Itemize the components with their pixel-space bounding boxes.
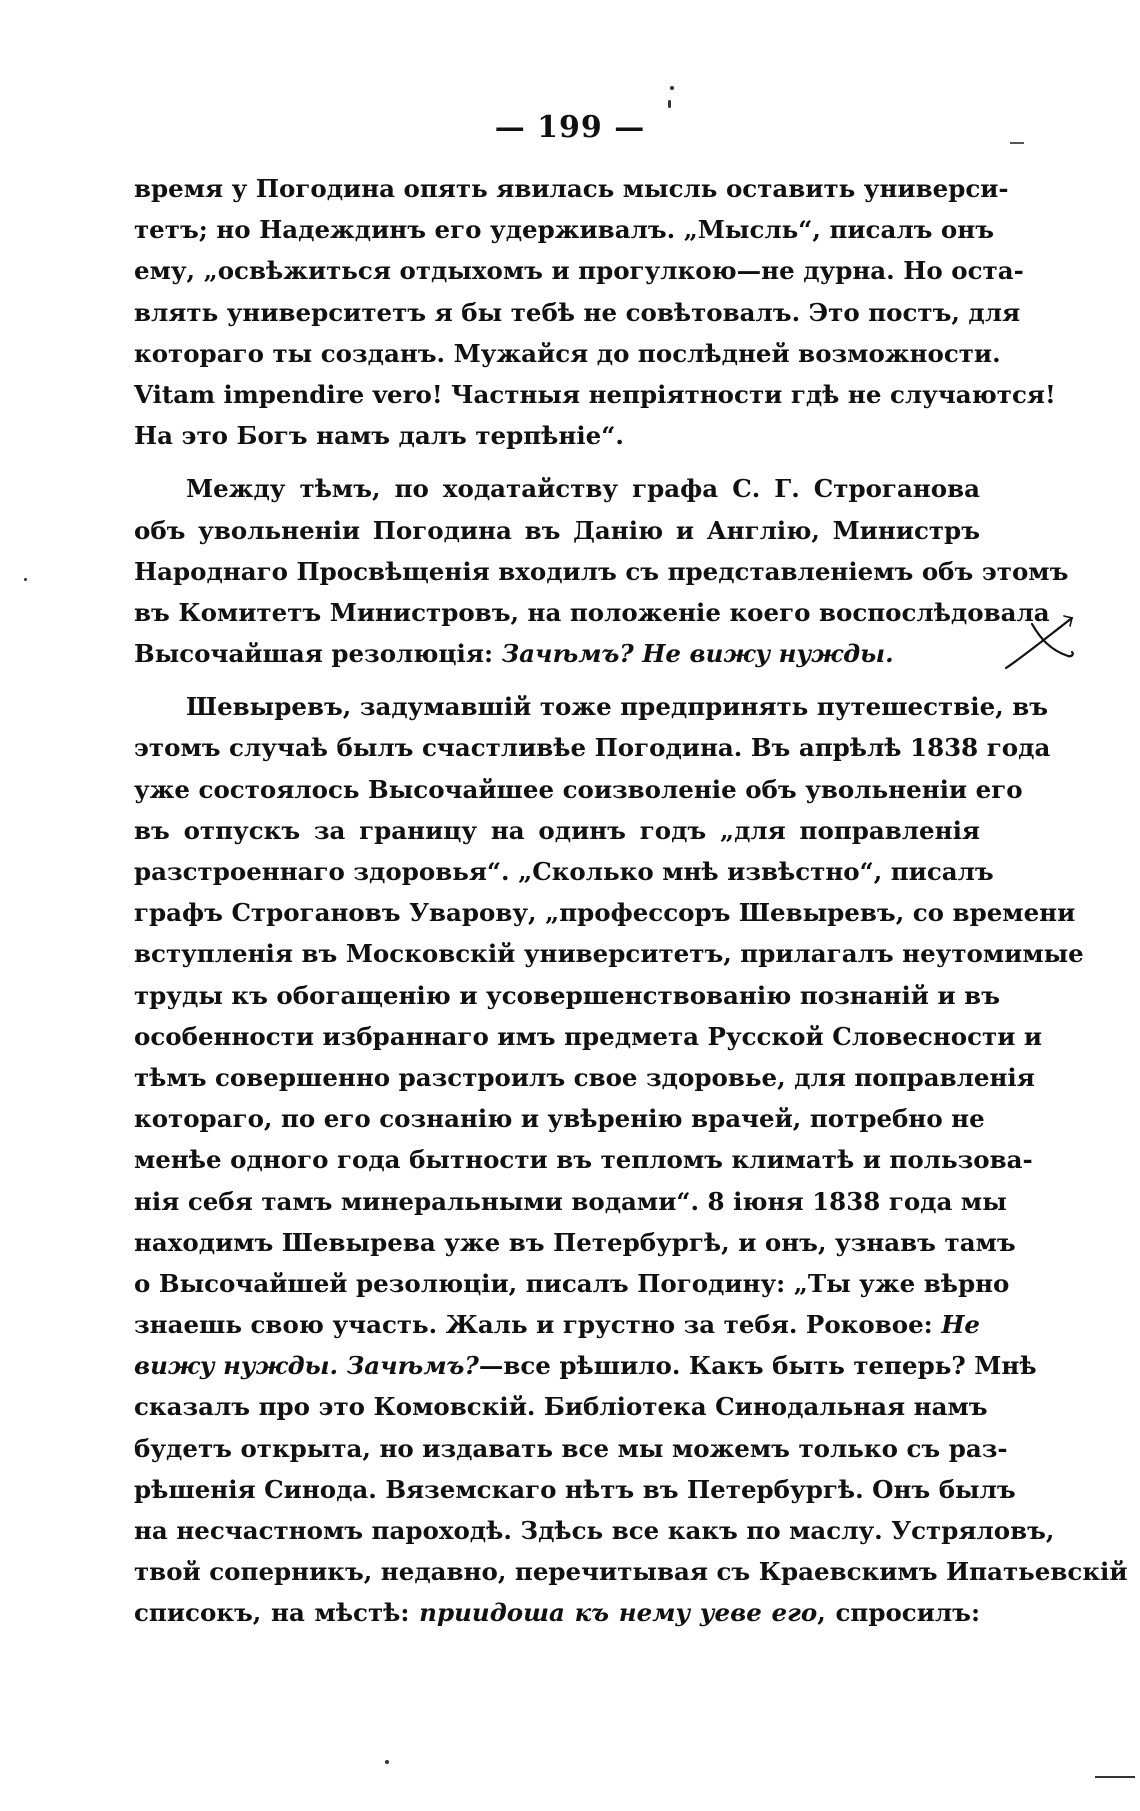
text-line: [134, 1263, 1010, 1304]
text-segment: уже состоялось Высочайшее соизволеніе объ увольненіи его: [134, 774, 1023, 804]
text-line: [134, 168, 1009, 209]
page-number: — 199 —: [494, 110, 646, 145]
text-line: [134, 1592, 980, 1633]
text-line: [134, 975, 1000, 1016]
text-line: [134, 374, 1056, 415]
text-segment: котораго ты созданъ. Мужайся до послѣдней возможности.: [134, 338, 1001, 368]
text-line: [134, 727, 1051, 768]
text-segment: сказалъ про это Комовскій. Библіотека Синодальная намъ: [134, 1392, 988, 1422]
text-line: [134, 1222, 1016, 1263]
text-segment: труды къ обогащенію и усовершенствованію познаній и въ: [134, 980, 1000, 1010]
text-line: [134, 933, 1084, 974]
text-line: [134, 1181, 1007, 1222]
text-segment: Высочайшая резолюція:: [134, 639, 502, 669]
text-segment: Между тѣмъ, по ходатайству графа С. Г. Строганова: [186, 474, 980, 504]
ink-speck: [24, 578, 27, 581]
text-line: [134, 209, 995, 250]
text-segment: списокъ, на мѣстѣ:: [134, 1598, 420, 1628]
text-segment: особенности избраннаго имъ предмета Русской Словесности и: [134, 1021, 1043, 1051]
italic-text: Не: [941, 1310, 980, 1340]
text-line: [134, 1139, 1033, 1180]
text-line: [134, 333, 1001, 374]
text-line: [134, 892, 1076, 933]
text-segment: рѣшенія Синода. Вяземскаго нѣтъ въ Петербургѣ. Онъ былъ: [134, 1474, 1016, 1504]
text-line: [134, 1386, 988, 1427]
text-line: [134, 592, 1050, 633]
text-segment: этомъ случаѣ былъ счастливѣе Погодина. Въ апрѣлѣ 1838 года: [134, 733, 1051, 763]
text-line: [134, 851, 994, 892]
text-segment: въ отпускъ за границу на одинъ годъ „для поправленія: [134, 815, 980, 845]
margin-dash: [1010, 142, 1024, 144]
text-segment: объ увольненіи Погодина въ Данію и Англію, Министръ: [134, 515, 980, 545]
text-segment: Народнаго Просвѣщенія входилъ съ представленіемъ объ этомъ: [134, 556, 1069, 586]
text-line: [134, 468, 980, 509]
text-line: [134, 1057, 1035, 1098]
italic-text: Зачѣмъ? Не вижу нужды.: [501, 639, 894, 669]
text-segment: время у Погодина опять явилась мысль оставить универси-: [134, 174, 1009, 203]
text-segment: нія себя тамъ минеральными водами“. 8 іюня 1838 года мы: [134, 1186, 1007, 1216]
text-line: [134, 250, 1024, 291]
italic-text: приидоша къ нему уеве его: [419, 1598, 818, 1628]
text-segment: , спросилъ:: [817, 1598, 980, 1628]
text-segment: въ Комитетъ Министровъ, на положеніе коего воспослѣдовала: [134, 597, 1050, 627]
text-line: [134, 769, 1023, 810]
text-segment: на несчастномъ пароходѣ. Здѣсь все какъ по маслу. Устряловъ,: [134, 1516, 1055, 1545]
text-line: [134, 1345, 1037, 1386]
text-segment: вступленія въ Московскій университетъ, прилагалъ неутомимые: [134, 939, 1084, 969]
text-line: [134, 1016, 1043, 1057]
text-line: [134, 686, 1049, 727]
text-segment: тетъ; но Надеждинъ его удерживалъ. „Мысль“, писалъ онъ: [134, 215, 995, 245]
handwritten-x-mark: [1002, 612, 1076, 672]
text-line: [134, 1510, 1055, 1551]
text-segment: На это Богъ намъ далъ терпѣніе“.: [134, 421, 624, 451]
text-segment: Шевыревъ, задумавшій тоже предпринять путешествіе, въ: [186, 692, 1049, 722]
text-line: [134, 1551, 1128, 1592]
text-segment: твой соперникъ, недавно, перечитывая съ Краевскимъ Ипатьевскій: [134, 1557, 1128, 1587]
text-segment: будетъ открыта, но издавать все мы можемъ только съ раз-: [134, 1433, 1008, 1463]
body-text: [134, 168, 1128, 1634]
text-line: [134, 633, 980, 674]
text-line: [134, 551, 1069, 592]
text-segment: влять университетъ я бы тебѣ не совѣтовалъ. Это постъ, для: [134, 297, 1021, 327]
italic-text: вижу нужды. Зачѣмъ?: [134, 1351, 479, 1381]
ink-speck: [668, 100, 671, 108]
text-line: [134, 415, 980, 456]
text-line: [134, 1469, 1016, 1510]
text-line: [134, 810, 980, 851]
text-segment: о Высочайшей резолюціи, писалъ Погодину: „Ты уже вѣрно: [134, 1268, 1010, 1298]
margin-dash: [1095, 1776, 1135, 1778]
text-segment: знаешь свою участь. Жаль и грустно за тебя. Роковое:: [134, 1310, 942, 1340]
ink-speck: [670, 86, 674, 90]
text-line: [134, 510, 980, 551]
text-line: [134, 1304, 980, 1345]
text-line: [134, 292, 1021, 333]
text-line: [134, 1098, 985, 1139]
text-segment: —все рѣшило. Какъ быть теперь? Мнѣ: [478, 1351, 1037, 1381]
text-segment: ему, „освѣжиться отдыхомъ и прогулкою—не дурна. Но оста-: [134, 256, 1024, 286]
text-line: [134, 1428, 1008, 1469]
text-segment: менѣе одного года бытности въ тепломъ климатѣ и пользова-: [134, 1145, 1033, 1175]
text-segment: Vitam impendire vero! Частныя непріятности гдѣ не случаются!: [134, 379, 1056, 409]
text-segment: тѣмъ совершенно разстроилъ свое здоровье, для поправленія: [134, 1062, 1035, 1092]
text-segment: разстроеннаго здоровья“. „Сколько мнѣ извѣстно“, писалъ: [134, 857, 994, 886]
ink-speck: [385, 1760, 389, 1764]
text-segment: котораго, по его сознанію и увѣренію врачей, потребно не: [134, 1104, 985, 1134]
text-segment: находимъ Шевырева уже въ Петербургѣ, и онъ, узнавъ тамъ: [134, 1227, 1016, 1257]
text-segment: графъ Строгановъ Уварову, „профессоръ Шевыревъ, со времени: [134, 898, 1076, 928]
